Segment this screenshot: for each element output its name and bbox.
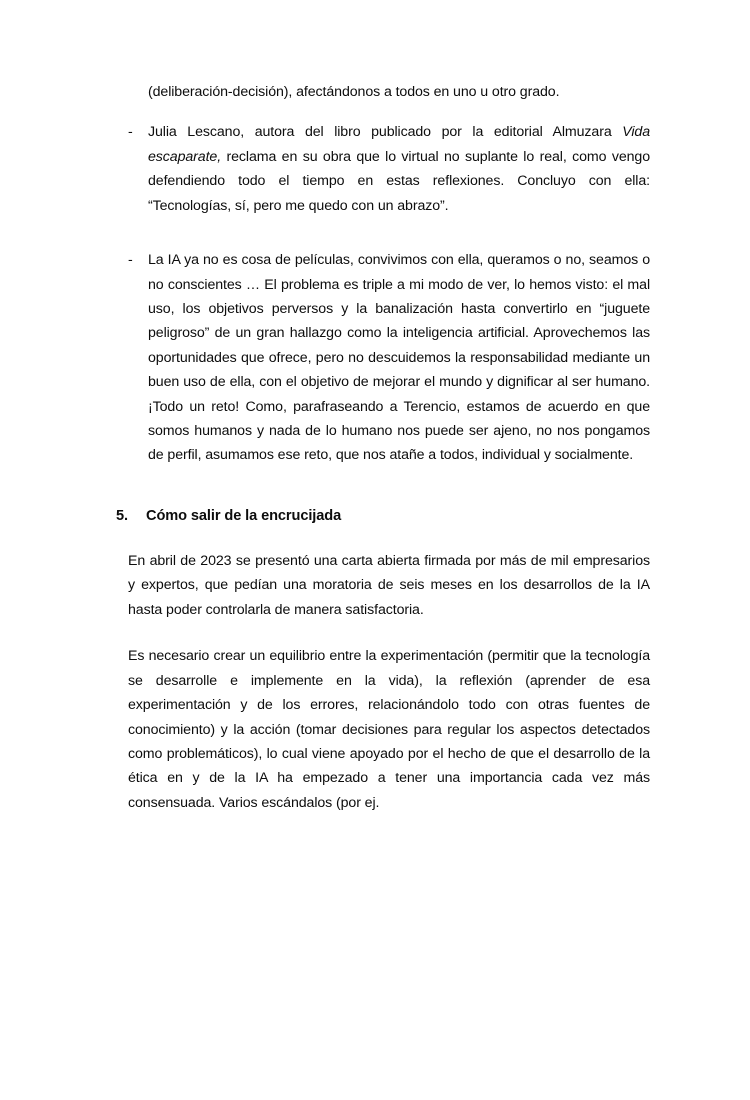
list-item <box>100 248 650 468</box>
section-heading <box>100 504 650 529</box>
section-title: Cómo salir de la encrucijada <box>146 507 342 524</box>
paragraph-continuation: (deliberación-decisión), afectándonos a todos en uno u otro grado. <box>148 84 560 100</box>
section-number: 5. <box>116 507 128 524</box>
list-item <box>100 120 650 218</box>
book-title-italic: Vida escaparate, <box>148 124 650 165</box>
bullet-dash-marker: - <box>128 124 133 141</box>
document-body <box>100 80 650 815</box>
list-item-text-tail: reclama en su obra que lo virtual no suplante lo real, como vengo defendiendo todo el tiempo en estas reflexiones. Concluyo con ella: “Tecnologías, sí, pero me quedo con un abrazo”. <box>148 148 650 214</box>
body-paragraph: En abril de 2023 se presentó una carta abierta firmada por más de mil empresarios y expertos, que pedían una moratoria de seis meses en los desarrollos de la IA hasta poder controlarla de manera satisfactoria. <box>128 553 650 618</box>
body-paragraph: Es necesario crear un equilibrio entre la experimentación (permitir que la tecnología se desarrolle e implemente en la vida), la reflexión (aprender de esa experimentación y de los errores, relacionándolo todo con otras fuentes de conocimiento) y la acción (tomar decisiones para regular los aspectos detectados como problemáticos), lo cual viene apoyado por el hecho de que el desarrollo de la ética en y de la IA ha empezado a tener una importancia cada vez más consensuada. Varios escándalos (por ej. <box>128 648 650 811</box>
list-item-text: La IA ya no es cosa de películas, convivimos con ella, queramos o no, seamos o no conscientes … El problema es triple a mi modo de ver, lo hemos visto: el mal uso, los objetivos perversos y la banalización hasta convertirlo en “juguete peligroso” de un gran hallazgo como la inteligencia artificial. Aprovechemos las oportunidades que ofrece, pero no descuidemos la responsabilidad mediante un buen uso de ella, con el objetivo de mejorar el mundo y dignificar al ser humano. ¡Todo un reto! Como, parafraseando a Terencio, estamos de acuerdo en que somos humanos y nada de lo humano nos puede ser ajeno, no nos pongamos de perfil, asumamos ese reto, que nos atañe a todos, individual y socialmente. <box>148 252 650 464</box>
list-item-text <box>148 120 650 218</box>
list-item-text-lead: Julia Lescano, autora del libro publicado por la editorial Almuzara <box>148 124 623 141</box>
bullet-dash-marker: - <box>128 252 133 269</box>
